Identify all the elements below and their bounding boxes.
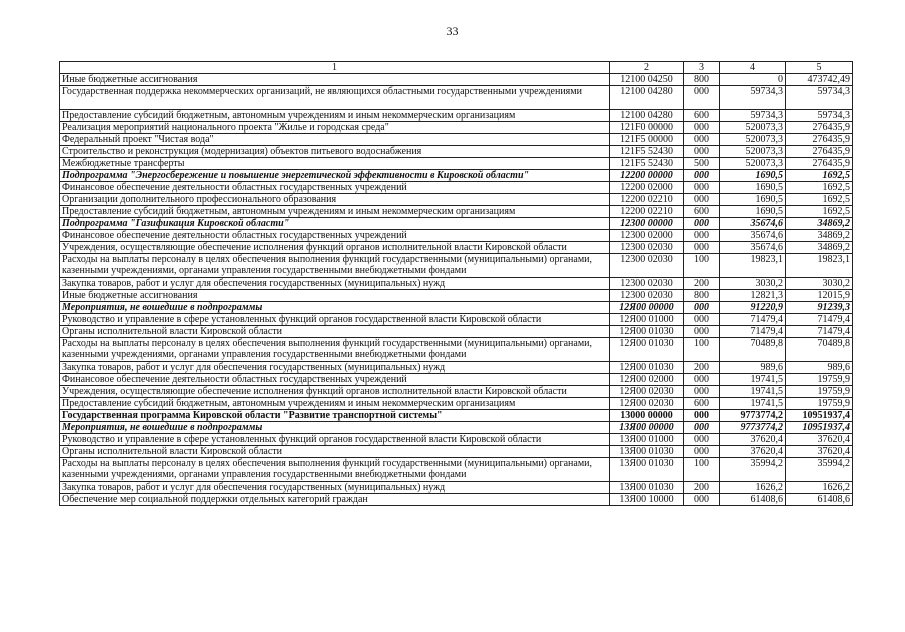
row-amount-col5-cell: 37620,4 xyxy=(786,446,853,458)
row-amount-col5-cell: 71479,4 xyxy=(786,314,853,326)
row-code-cell: 12200 02000 xyxy=(610,182,684,194)
row-code-cell: 12Я00 02030 xyxy=(610,386,684,398)
row-expense-type-cell: 000 xyxy=(684,302,720,314)
row-name-cell: Межбюджетные трансферты xyxy=(60,158,610,170)
row-expense-type-cell: 100 xyxy=(684,338,720,362)
row-amount-col4-cell: 1690,5 xyxy=(720,194,786,206)
row-amount-col4-cell: 520073,3 xyxy=(720,146,786,158)
row-amount-col4-cell: 520073,3 xyxy=(720,158,786,170)
row-code-cell: 12200 02210 xyxy=(610,206,684,218)
row-code-cell: 12Я00 01030 xyxy=(610,326,684,338)
header-row xyxy=(60,62,853,74)
row-amount-col5-cell: 59734,3 xyxy=(786,110,853,122)
table-row xyxy=(60,326,853,338)
row-code-cell: 121F5 52430 xyxy=(610,158,684,170)
row-name-cell: Государственная программа Кировской области "Развитие транспортной системы" xyxy=(60,410,610,422)
row-amount-col5-cell: 1692,5 xyxy=(786,194,853,206)
row-amount-col4-cell: 91220,9 xyxy=(720,302,786,314)
row-amount-col4-cell: 19741,5 xyxy=(720,386,786,398)
row-name-cell: Закупка товаров, работ и услуг для обеспечения государственных (муниципальных) нужд xyxy=(60,278,610,290)
row-expense-type-cell: 000 xyxy=(684,170,720,182)
row-name-cell: Финансовое обеспечение деятельности областных государственных учреждений xyxy=(60,374,610,386)
row-name-cell: Подпрограмма "Энергосбережение и повышение энергетической эффективности в Кировской области" xyxy=(60,170,610,182)
row-amount-col4-cell: 1690,5 xyxy=(720,182,786,194)
row-code-cell: 12300 02030 xyxy=(610,242,684,254)
row-amount-col5-cell: 34869,2 xyxy=(786,218,853,230)
table-row xyxy=(60,254,853,278)
row-code-cell: 13Я00 01030 xyxy=(610,482,684,494)
row-name-cell: Предоставление субсидий бюджетным, автономным учреждениям и иным некоммерческим организациям xyxy=(60,110,610,122)
row-expense-type-cell: 000 xyxy=(684,230,720,242)
table-row xyxy=(60,434,853,446)
row-name-cell: Финансовое обеспечение деятельности областных государственных учреждений xyxy=(60,230,610,242)
row-expense-type-cell: 100 xyxy=(684,254,720,278)
row-expense-type-cell: 000 xyxy=(684,194,720,206)
row-expense-type-cell: 500 xyxy=(684,158,720,170)
row-amount-col4-cell: 35994,2 xyxy=(720,458,786,482)
row-expense-type-cell: 000 xyxy=(684,122,720,134)
row-amount-col4-cell: 19741,5 xyxy=(720,374,786,386)
row-amount-col4-cell: 71479,4 xyxy=(720,326,786,338)
row-code-cell: 12300 00000 xyxy=(610,218,684,230)
row-amount-col4-cell: 12821,3 xyxy=(720,290,786,302)
row-expense-type-cell: 000 xyxy=(684,218,720,230)
table-row xyxy=(60,290,853,302)
row-name-cell: Организации дополнительного профессионального образования xyxy=(60,194,610,206)
row-name-cell: Предоставление субсидий бюджетным, автономным учреждениям и иным некоммерческим организациям xyxy=(60,398,610,410)
table-row xyxy=(60,482,853,494)
row-amount-col5-cell: 91239,3 xyxy=(786,302,853,314)
row-code-cell: 121F0 00000 xyxy=(610,122,684,134)
table-row xyxy=(60,122,853,134)
row-name-cell: Обеспечение мер социальной поддержки отдельных категорий граждан xyxy=(60,494,610,506)
column-header: 4 xyxy=(720,62,786,74)
table-row xyxy=(60,278,853,290)
row-expense-type-cell: 000 xyxy=(684,410,720,422)
table-row xyxy=(60,302,853,314)
row-expense-type-cell: 000 xyxy=(684,146,720,158)
table-row xyxy=(60,74,853,86)
row-amount-col5-cell: 35994,2 xyxy=(786,458,853,482)
row-amount-col4-cell: 37620,4 xyxy=(720,446,786,458)
row-expense-type-cell: 800 xyxy=(684,290,720,302)
row-name-cell: Финансовое обеспечение деятельности областных государственных учреждений xyxy=(60,182,610,194)
table-row xyxy=(60,146,853,158)
row-code-cell: 12100 04280 xyxy=(610,86,684,110)
row-name-cell: Государственная поддержка некоммерческих организаций, не являющихся областными государственными учреждениями xyxy=(60,86,610,110)
row-amount-col5-cell: 61408,6 xyxy=(786,494,853,506)
table-row xyxy=(60,398,853,410)
table-row xyxy=(60,110,853,122)
row-code-cell: 12300 02000 xyxy=(610,230,684,242)
table-row xyxy=(60,194,853,206)
row-amount-col5-cell: 276435,9 xyxy=(786,146,853,158)
row-name-cell: Учреждения, осуществляющие обеспечение исполнения функций органов исполнительной власти Кировской области xyxy=(60,386,610,398)
row-code-cell: 12100 04250 xyxy=(610,74,684,86)
table-row xyxy=(60,230,853,242)
row-amount-col4-cell: 520073,3 xyxy=(720,122,786,134)
row-amount-col4-cell: 37620,4 xyxy=(720,434,786,446)
row-code-cell: 12Я00 02030 xyxy=(610,398,684,410)
table-row xyxy=(60,182,853,194)
table-row xyxy=(60,158,853,170)
row-amount-col4-cell: 1690,5 xyxy=(720,170,786,182)
row-amount-col4-cell: 520073,3 xyxy=(720,134,786,146)
row-expense-type-cell: 800 xyxy=(684,74,720,86)
table-row xyxy=(60,458,853,482)
row-amount-col5-cell: 19823,1 xyxy=(786,254,853,278)
row-amount-col5-cell: 34869,2 xyxy=(786,230,853,242)
row-amount-col5-cell: 10951937,4 xyxy=(786,422,853,434)
row-amount-col4-cell: 9773774,2 xyxy=(720,422,786,434)
row-expense-type-cell: 200 xyxy=(684,278,720,290)
row-name-cell: Учреждения, осуществляющие обеспечение исполнения функций органов исполнительной власти Кировской области xyxy=(60,242,610,254)
row-name-cell: Строительство и реконструкция (модернизация) объектов питьевого водоснабжения xyxy=(60,146,610,158)
row-name-cell: Руководство и управление в сфере установленных функций органов государственной власти Кировской области xyxy=(60,434,610,446)
row-amount-col4-cell: 59734,3 xyxy=(720,110,786,122)
row-amount-col4-cell: 3030,2 xyxy=(720,278,786,290)
table-row xyxy=(60,206,853,218)
row-amount-col4-cell: 1690,5 xyxy=(720,206,786,218)
row-amount-col5-cell: 19759,9 xyxy=(786,374,853,386)
row-expense-type-cell: 600 xyxy=(684,206,720,218)
column-header: 3 xyxy=(684,62,720,74)
row-code-cell: 12Я00 01000 xyxy=(610,314,684,326)
row-expense-type-cell: 600 xyxy=(684,110,720,122)
row-name-cell: Мероприятия, не вошедшие в подпрограммы xyxy=(60,302,610,314)
row-amount-col5-cell: 37620,4 xyxy=(786,434,853,446)
budget-table xyxy=(59,61,853,506)
row-code-cell: 12300 02030 xyxy=(610,290,684,302)
row-name-cell: Иные бюджетные ассигнования xyxy=(60,290,610,302)
row-name-cell: Реализация мероприятий национального проекта "Жилье и городская среда" xyxy=(60,122,610,134)
row-amount-col5-cell: 1692,5 xyxy=(786,170,853,182)
row-name-cell: Расходы на выплаты персоналу в целях обеспечения выполнения функций государственными (муниципальными) органами, казенными учреждениями, органами управления государственными внебюджетными фондами xyxy=(60,254,610,278)
row-expense-type-cell: 000 xyxy=(684,326,720,338)
row-expense-type-cell: 000 xyxy=(684,374,720,386)
table-row xyxy=(60,386,853,398)
row-amount-col4-cell: 35674,6 xyxy=(720,230,786,242)
row-amount-col4-cell: 59734,3 xyxy=(720,86,786,110)
row-code-cell: 13Я00 10000 xyxy=(610,494,684,506)
row-amount-col5-cell: 276435,9 xyxy=(786,122,853,134)
table-row xyxy=(60,362,853,374)
table-row xyxy=(60,374,853,386)
row-code-cell: 121F5 52430 xyxy=(610,146,684,158)
row-code-cell: 12Я00 01030 xyxy=(610,362,684,374)
row-expense-type-cell: 200 xyxy=(684,482,720,494)
row-amount-col5-cell: 276435,9 xyxy=(786,134,853,146)
row-amount-col5-cell: 59734,3 xyxy=(786,86,853,110)
row-amount-col4-cell: 61408,6 xyxy=(720,494,786,506)
row-code-cell: 13Я00 01030 xyxy=(610,458,684,482)
row-amount-col4-cell: 35674,6 xyxy=(720,218,786,230)
row-amount-col5-cell: 10951937,4 xyxy=(786,410,853,422)
row-code-cell: 13Я00 00000 xyxy=(610,422,684,434)
row-code-cell: 12300 02030 xyxy=(610,278,684,290)
row-expense-type-cell: 000 xyxy=(684,182,720,194)
row-amount-col4-cell: 19741,5 xyxy=(720,398,786,410)
row-name-cell: Руководство и управление в сфере установленных функций органов государственной власти Кировской области xyxy=(60,314,610,326)
row-amount-col5-cell: 1626,2 xyxy=(786,482,853,494)
row-expense-type-cell: 000 xyxy=(684,422,720,434)
column-header: 5 xyxy=(786,62,853,74)
row-amount-col4-cell: 989,6 xyxy=(720,362,786,374)
column-header: 2 xyxy=(610,62,684,74)
row-amount-col5-cell: 19759,9 xyxy=(786,386,853,398)
row-code-cell: 13Я00 01030 xyxy=(610,446,684,458)
row-amount-col5-cell: 3030,2 xyxy=(786,278,853,290)
row-amount-col5-cell: 19759,9 xyxy=(786,398,853,410)
row-code-cell: 13000 00000 xyxy=(610,410,684,422)
table-row xyxy=(60,134,853,146)
row-name-cell: Закупка товаров, работ и услуг для обеспечения государственных (муниципальных) нужд xyxy=(60,362,610,374)
table-body xyxy=(60,74,853,506)
row-code-cell: 12200 00000 xyxy=(610,170,684,182)
table-row xyxy=(60,338,853,362)
table-row xyxy=(60,242,853,254)
row-code-cell: 12200 02210 xyxy=(610,194,684,206)
row-code-cell: 12100 04280 xyxy=(610,110,684,122)
row-amount-col5-cell: 70489,8 xyxy=(786,338,853,362)
row-amount-col5-cell: 1692,5 xyxy=(786,182,853,194)
row-amount-col5-cell: 1692,5 xyxy=(786,206,853,218)
row-code-cell: 121F5 00000 xyxy=(610,134,684,146)
row-amount-col5-cell: 71479,4 xyxy=(786,326,853,338)
row-name-cell: Закупка товаров, работ и услуг для обеспечения государственных (муниципальных) нужд xyxy=(60,482,610,494)
row-code-cell: 12Я00 00000 xyxy=(610,302,684,314)
row-amount-col4-cell: 71479,4 xyxy=(720,314,786,326)
row-expense-type-cell: 000 xyxy=(684,494,720,506)
row-expense-type-cell: 000 xyxy=(684,242,720,254)
row-expense-type-cell: 000 xyxy=(684,386,720,398)
row-expense-type-cell: 000 xyxy=(684,86,720,110)
row-expense-type-cell: 100 xyxy=(684,458,720,482)
table-row xyxy=(60,422,853,434)
row-amount-col4-cell: 19823,1 xyxy=(720,254,786,278)
row-amount-col4-cell: 1626,2 xyxy=(720,482,786,494)
row-name-cell: Иные бюджетные ассигнования xyxy=(60,74,610,86)
row-amount-col5-cell: 12015,9 xyxy=(786,290,853,302)
row-name-cell: Предоставление субсидий бюджетным, автономным учреждениям и иным некоммерческим организациям xyxy=(60,206,610,218)
table-row xyxy=(60,494,853,506)
row-amount-col4-cell: 70489,8 xyxy=(720,338,786,362)
row-name-cell: Органы исполнительной власти Кировской области xyxy=(60,326,610,338)
row-amount-col4-cell: 9773774,2 xyxy=(720,410,786,422)
row-code-cell: 13Я00 01000 xyxy=(610,434,684,446)
row-code-cell: 12Я00 01030 xyxy=(610,338,684,362)
row-amount-col5-cell: 989,6 xyxy=(786,362,853,374)
row-amount-col5-cell: 34869,2 xyxy=(786,242,853,254)
row-amount-col4-cell: 35674,6 xyxy=(720,242,786,254)
row-name-cell: Мероприятия, не вошедшие в подпрограммы xyxy=(60,422,610,434)
page-number: 33 xyxy=(446,24,459,38)
table-row xyxy=(60,314,853,326)
row-amount-col4-cell: 0 xyxy=(720,74,786,86)
column-header: 1 xyxy=(60,62,610,74)
row-expense-type-cell: 000 xyxy=(684,314,720,326)
row-code-cell: 12300 02030 xyxy=(610,254,684,278)
table-row xyxy=(60,218,853,230)
table-row xyxy=(60,446,853,458)
row-expense-type-cell: 600 xyxy=(684,398,720,410)
row-amount-col5-cell: 473742,49 xyxy=(786,74,853,86)
row-name-cell: Расходы на выплаты персоналу в целях обеспечения выполнения функций государственными (муниципальными) органами, казенными учреждениями, органами управления государственными внебюджетными фондами xyxy=(60,458,610,482)
row-expense-type-cell: 000 xyxy=(684,434,720,446)
row-amount-col5-cell: 276435,9 xyxy=(786,158,853,170)
row-expense-type-cell: 000 xyxy=(684,134,720,146)
table-row xyxy=(60,86,853,110)
row-name-cell: Подпрограмма "Газификация Кировской области" xyxy=(60,218,610,230)
table-row xyxy=(60,410,853,422)
row-expense-type-cell: 200 xyxy=(684,362,720,374)
row-name-cell: Федеральный проект "Чистая вода" xyxy=(60,134,610,146)
row-name-cell: Органы исполнительной власти Кировской области xyxy=(60,446,610,458)
row-name-cell: Расходы на выплаты персоналу в целях обеспечения выполнения функций государственными (муниципальными) органами, казенными учреждениями, органами управления государственными внебюджетными фондами xyxy=(60,338,610,362)
row-expense-type-cell: 000 xyxy=(684,446,720,458)
row-code-cell: 12Я00 02000 xyxy=(610,374,684,386)
table-row xyxy=(60,170,853,182)
